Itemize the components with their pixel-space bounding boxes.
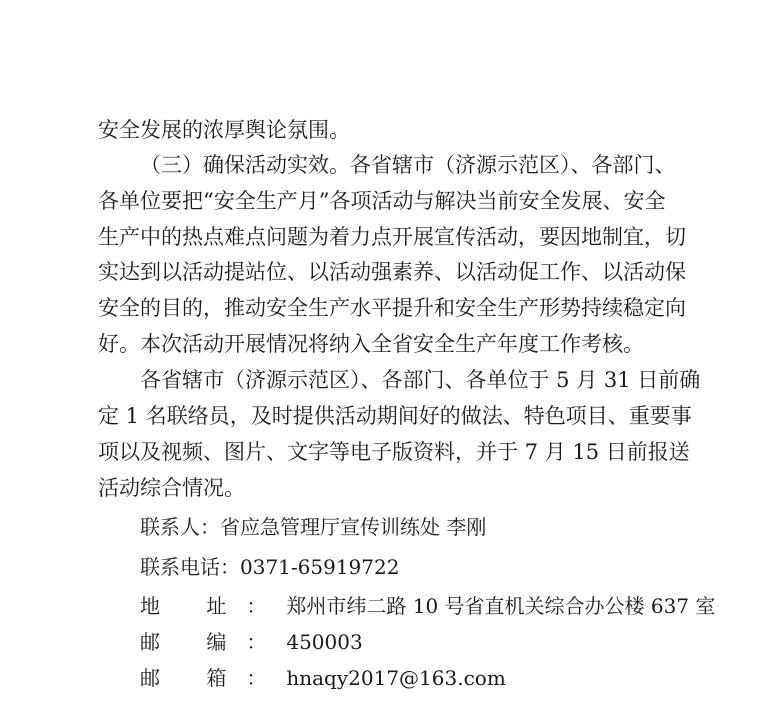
section3-line-5: 安全的目的，推动安全生产水平提升和安全生产形势持续稳定向: [98, 296, 686, 320]
contact-person-value: 省应急管理厅宣传训练处 李刚: [220, 515, 487, 539]
contact-email-row: [140, 664, 506, 692]
contact-address-value: 郑州市纬二路 10 号省直机关综合办公楼 637 室: [286, 594, 716, 618]
deadline-line-2: 定 1 名联络员，及时提供活动期间好的做法、特色项目、重要事: [98, 404, 692, 428]
contact-phone-label: 联系电话：: [140, 555, 240, 579]
contact-address-row: [140, 592, 715, 620]
section3-line-3: 生产中的热点难点问题为着力点开展宣传活动，要因地制宜，切: [98, 225, 686, 249]
contact-email-label: 邮 箱：: [140, 666, 287, 690]
deadline-line-4: 活动综合情况。: [98, 476, 245, 500]
deadline-line-3: 项以及视频、图片、文字等电子版资料，并于 7 月 15 日前报送: [98, 440, 690, 464]
section3-line-6: 好。本次活动开展情况将纳入全省安全生产年度工作考核。: [98, 332, 644, 356]
contact-person-label: 联系人：: [140, 515, 220, 539]
section3-line-2: 各单位要把“安全生产月”各项活动与解决当前安全发展、安全: [98, 189, 666, 213]
paragraph-tail: 安全发展的浓厚舆论氛围。: [98, 118, 350, 142]
section3-line-1: （三）确保活动实效。各省辖市（济源示范区）、各部门、: [140, 153, 676, 177]
contact-person-row: [140, 513, 486, 541]
contact-postcode-value: 450003: [286, 630, 363, 654]
contact-email-value: hnaqy2017@163.com: [286, 666, 506, 690]
section3-line-4: 实达到以活动提站位、以活动强素养、以活动促工作、以活动保: [98, 260, 686, 284]
contact-phone-value: 0371-65919722: [240, 555, 400, 579]
deadline-line-1: 各省辖市（济源示范区）、各部门、各单位于 5 月 31 日前确: [140, 368, 701, 392]
contact-phone-row: [140, 553, 399, 581]
contact-postcode-row: [140, 628, 363, 656]
contact-address-label: 地 址：: [140, 594, 287, 618]
contact-postcode-label: 邮 编：: [140, 630, 287, 654]
